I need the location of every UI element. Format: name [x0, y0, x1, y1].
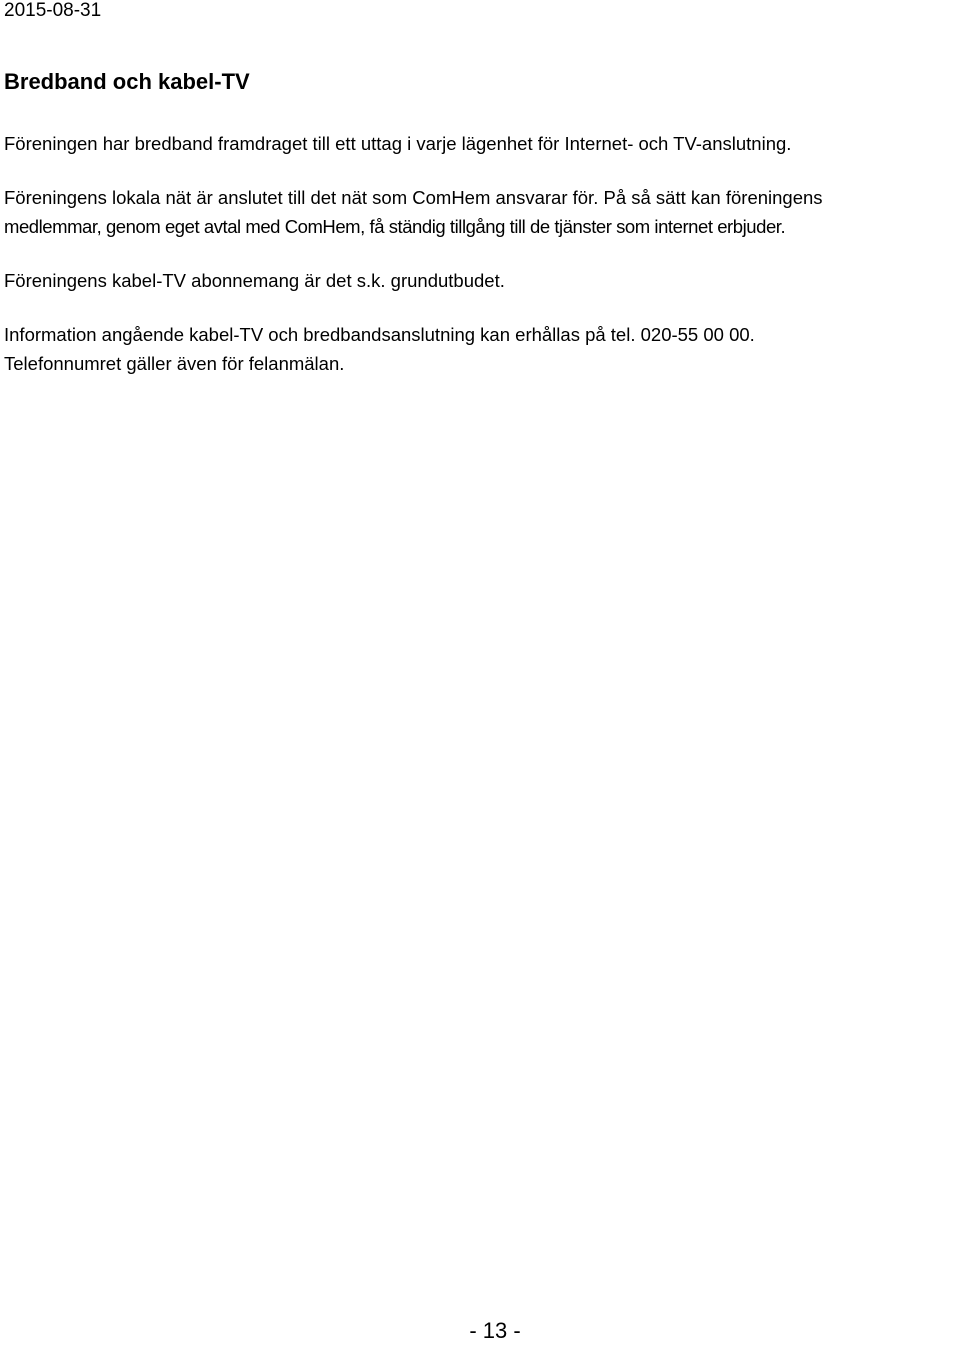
paragraph-contact-line-2: Telefonnumret gäller även för felanmälan. — [4, 353, 345, 374]
page-date: 2015-08-31 — [4, 0, 102, 21]
paragraph-network-line-1: Föreningens lokala nät är anslutet till det nät som ComHem ansvarar för. På så sätt kan föreningens — [4, 187, 823, 208]
paragraph-contact-line-1: Information angående kabel-TV och bredbandsanslutning kan erhållas på tel. 020-55 00 00. — [4, 324, 755, 345]
paragraph-broadband: Föreningen har bredband framdraget till ett uttag i varje lägenhet för Internet- och TV-anslutning. — [4, 133, 792, 154]
page-number: - 13 - — [469, 1318, 521, 1343]
section-heading: Bredband och kabel-TV — [4, 69, 250, 94]
paragraph-cable-tv: Föreningens kabel-TV abonnemang är det s.k. grundutbudet. — [4, 270, 505, 291]
paragraph-network-line-2: medlemmar, genom eget avtal med ComHem, få ständig tillgång till de tjänster som internet erbjuder. — [4, 216, 786, 237]
section-body — [4, 129, 954, 378]
